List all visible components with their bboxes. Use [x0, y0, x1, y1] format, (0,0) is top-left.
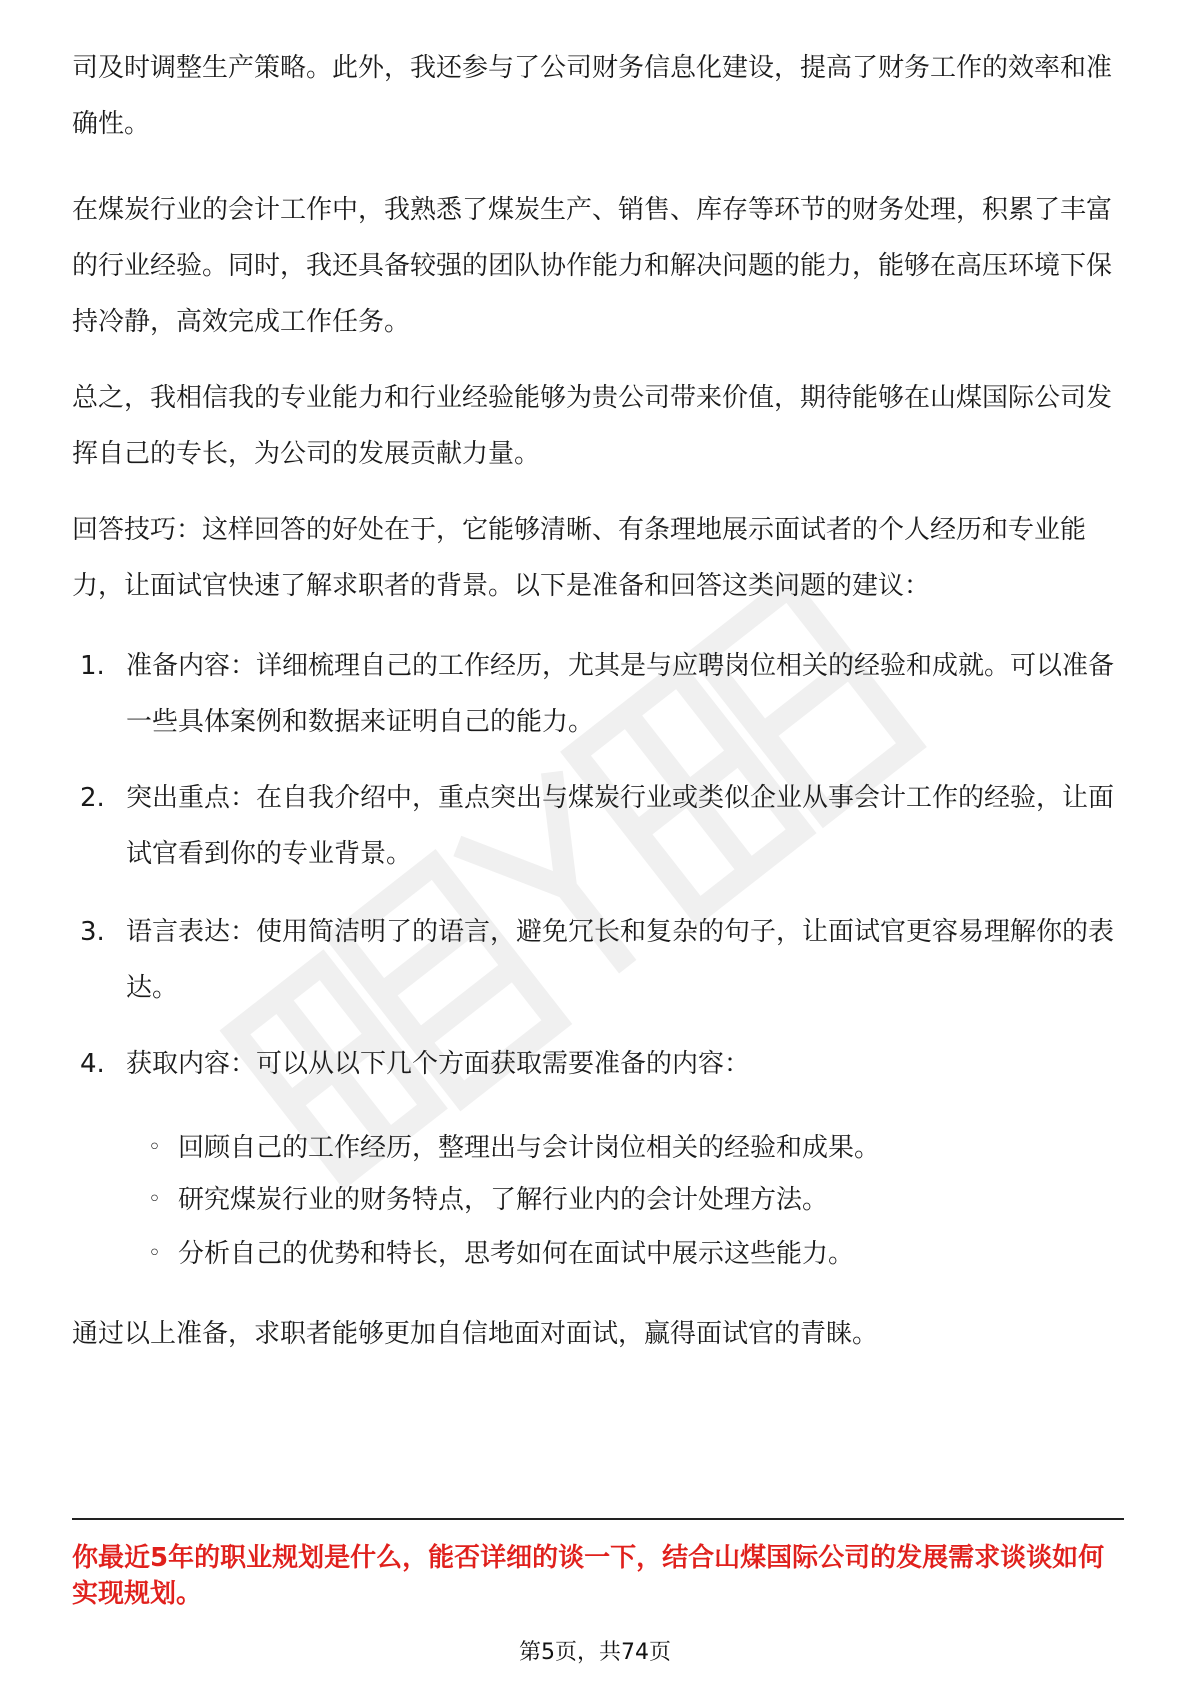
list-number: 3. — [80, 917, 105, 947]
list-number: 4. — [80, 1049, 105, 1079]
sublist-bullet: ◦ — [148, 1135, 161, 1160]
section-divider — [72, 1518, 1124, 1520]
sublist-item: 研究煤炭行业的财务特点，了解行业内的会计处理方法。 — [178, 1185, 829, 1215]
closing-paragraph: 通过以上准备，求职者能够更加自信地面对面试，赢得面试官的青睐。 — [72, 1319, 879, 1349]
interview-question: 你最近5年的职业规划是什么，能否详细的谈一下，结合山煤国际公司的发展需求谈谈如何实现规划。 — [72, 1543, 1105, 1609]
list-item: 获取内容：可以从以下几个方面获取需要准备的内容： — [126, 1049, 751, 1079]
list-item: 突出重点：在自我介绍中，重点突出与煤炭行业或类似企业从事会计工作的经验，让面试官看到你的专业背景。 — [126, 783, 1115, 869]
list-number: 1. — [80, 651, 105, 681]
paragraph-answer-tips: 回答技巧：这样回答的好处在于，它能够清晰、有条理地展示面试者的个人经历和专业能力，让面试官快速了解求职者的背景。以下是准备和回答这类问题的建议： — [72, 515, 1087, 601]
paragraph-3: 总之，我相信我的专业能力和行业经验能够为贵公司带来价值，期待能够在山煤国际公司发挥自己的专长，为公司的发展贡献力量。 — [72, 383, 1113, 469]
list-item: 语言表达：使用简洁明了的语言，避免冗长和复杂的句子，让面试官更容易理解你的表达。 — [126, 917, 1115, 1003]
page-number: 第5页，共74页 — [519, 1640, 671, 1665]
list-item: 准备内容：详细梳理自己的工作经历，尤其是与应聘岗位相关的经验和成就。可以准备一些具体案例和数据来证明自己的能力。 — [126, 651, 1115, 737]
sublist-bullet: ◦ — [148, 1241, 161, 1266]
list-number: 2. — [80, 783, 105, 813]
sublist-item: 回顾自己的工作经历，整理出与会计岗位相关的经验和成果。 — [178, 1133, 881, 1163]
paragraph-2: 在煤炭行业的会计工作中，我熟悉了煤炭生产、销售、库存等环节的财务处理，积累了丰富的行业经验。同时，我还具备较强的团队协作能力和解决问题的能力，能够在高压环境下保持冷静，高效完成工作任务。 — [72, 195, 1113, 337]
sublist-bullet: ◦ — [148, 1187, 161, 1212]
sublist-item: 分析自己的优势和特长，思考如何在面试中展示这些能力。 — [178, 1239, 855, 1269]
paragraph-1: 司及时调整生产策略。此外，我还参与了公司财务信息化建设，提高了财务工作的效率和准确性。 — [72, 53, 1113, 139]
